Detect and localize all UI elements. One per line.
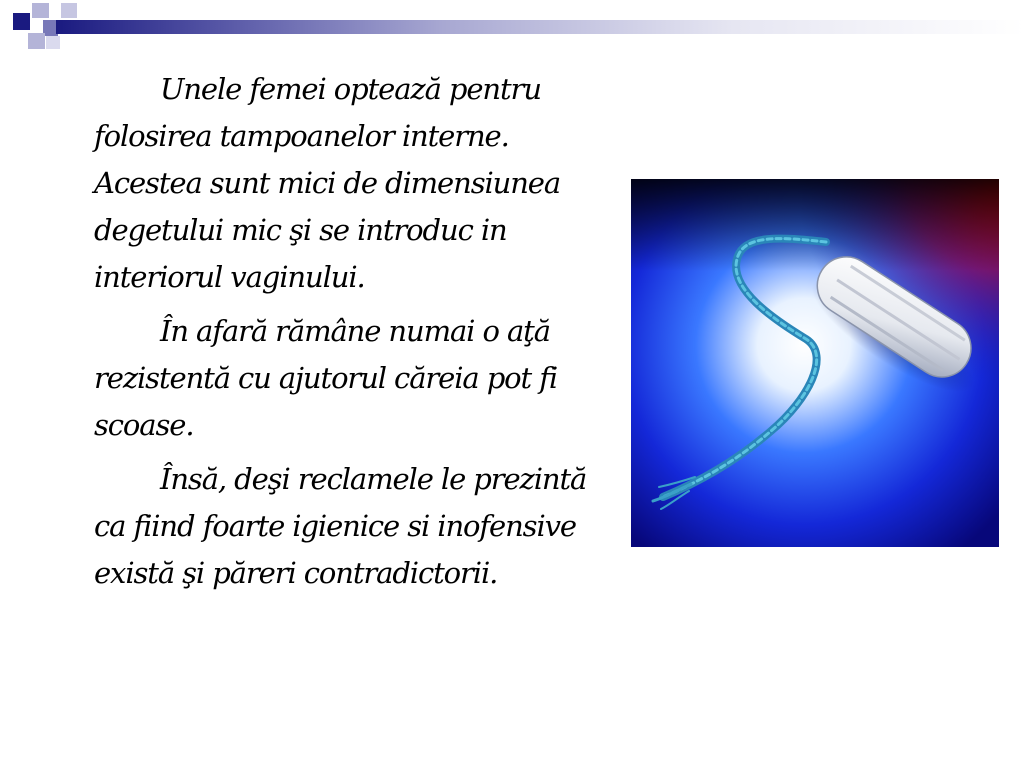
decor-square xyxy=(28,33,45,49)
paragraph-1: Unele femei optează pentru folosirea tampoanelor interne. Acestea sunt mici de dimensiunea degetului mic şi se introduc in interiorul vaginului. xyxy=(94,72,561,294)
decor-square xyxy=(46,36,60,49)
decor-square xyxy=(13,13,30,30)
paragraph-2: În afară rămâne numai o aţă rezistentă cu ajutorul căreia pot fi scoase. xyxy=(94,314,558,442)
paragraph-3: Însă, deşi reclamele le prezintă ca fiind foarte igienice si inofensive există şi păreri contradictorii. xyxy=(94,462,587,590)
decor-square xyxy=(61,3,77,18)
body-text xyxy=(94,66,604,604)
tampon-photo xyxy=(631,179,999,547)
decor-square xyxy=(32,3,49,18)
header-gradient-bar xyxy=(56,20,1024,34)
